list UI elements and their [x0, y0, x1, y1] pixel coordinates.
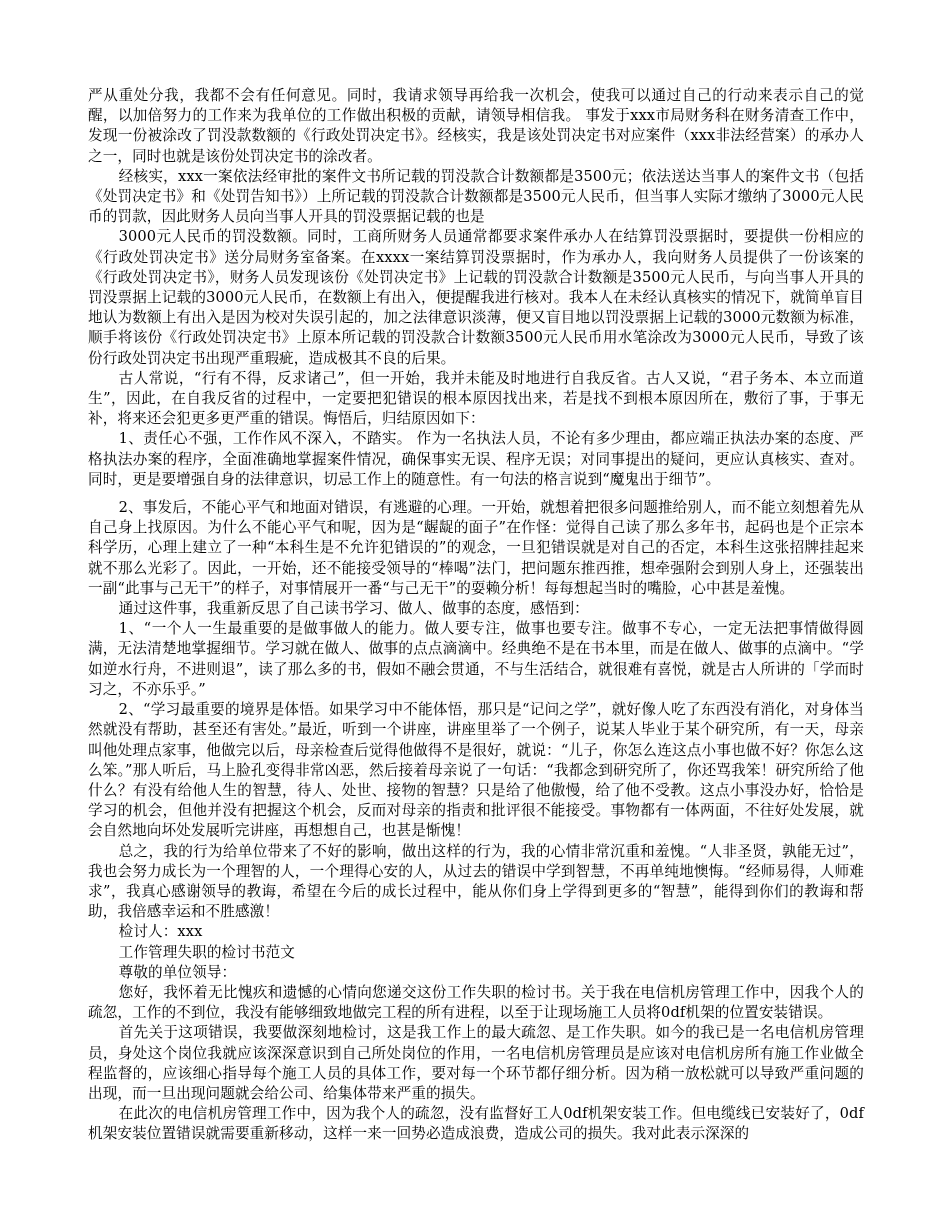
paragraph-4: 古人常说，“行有不得，反求诸己”，但一开始，我并未能及时地进行自我反省。古人又说，“君子务本、本立而道生”，因此，在自我反省的过程中，一定要把犯错误的根本原因找出来，若是找不到根本原因所在，敷衍了事，于事无补，将来还会犯更多更严重的错误。悔悟后，归结原因如下：	[88, 369, 864, 428]
paragraph-15: 首先关于这项错误，我要做深刻地检讨，这是我工作上的最大疏忽、是工作失职。如今的我已是一名电信机房管理员，身处这个岗位我就应该深深意识到自己所处岗位的作用，一名电信机房管理员是应该对电信机房所有施工作业做全程监督的，应该细心指导每个施工人员的具体工作，要对每一个环节都仔细分析。因为稍一放松就可以导致严重问题的出现，而一旦出现问题就会给公司、给集体带来严重的损失。	[88, 1024, 864, 1102]
paragraph-7: 通过这件事，我重新反思了自己读书学习、做人、做事的态度，感悟到：	[118, 600, 589, 618]
paragraph-9: 2、“学习最重要的境界是体悟。如果学习中不能体悟，那只是“记问之学”，就好像人吃了东西没有消化，对身体当然就没有帮助，甚至还有害处。”最近，听到一个讲座，讲座里举了一个例子，说某人毕业于某个研究所，有一天，母亲叫他处理点家事，他做完以后，母亲检查后觉得他做得不是很好，就说：“儿子，你怎么连这点小事也做不好？你怎么这么笨。”那人听后，马上脸孔变得非常凶恶，然后接着母亲说了一句话：“我都念到研究所了，你还骂我笨！研究所给了他什么？有没有给他人生的智慧，待人、处世、接物的智慧？只是给了他傲慢，给了他不受教。这点小事没办好，恰恰是学习的机会，但他并没有把握这个机会，反而对母亲的指责和批评很不能接受。事物都有一体两面，不往好处发展，就会自然地向坏处发展听完讲座，再想想自己，也甚是惭愧！	[88, 701, 864, 840]
section-title: 工作管理失职的检讨书范文	[118, 943, 295, 961]
signature-line: 检讨人：xxx	[118, 923, 203, 941]
paragraph-14: 您好，我怀着无比愧疚和遗憾的心情向您递交这份工作失职的检讨书。关于我在电信机房管理工作中，因我个人的疏忽，工作的不到位，我没有能够细致地做完工程的所有进程，以至于让现场施工人员将0df机架的位置安装错误。	[88, 983, 864, 1022]
paragraph-3: 3000元人民币的罚没数额。同时，工商所财务人员通常都要求案件承办人在结算罚没票据时，要提供一份相应的《行政处罚决定书》送分局财务室备案。在xxxx一案结算罚没票据时，作为承办人，我向财务人员提供了一份该案的《行政处罚决定书》，财务人员发现该份《处罚决定书》上记载的罚没款合计数额是3500元人民币，与向当事人开具的罚没票据上记载的3000元人民币，在数额上有出入，便提醒我进行核对。我本人在未经认真核实的情况下，就简单盲目地认为数额上有出入是因为校对失误引起的，加之法律意识淡薄，便又盲目地以罚没票据上记载的3000元数额为标准，顺手将该份《行政处罚决定书》上原本所记载的罚没款合计数额3500元人民币用水笔涂改为3000元人民币，导致了该份行政处罚决定书出现严重瑕疵，造成极其不良的后果。	[88, 228, 864, 367]
paragraph-5: 1、责任心不强，工作作风不深入，不踏实。 作为一名执法人员，不论有多少理由，都应端正执法办案的态度、严格执法办案的程序，全面准确地掌握案件情况，确保事实无误、程序无误；对同事提出的疑问，更应认真核实、查对。同时，更是要增强自身的法律意识，切忌工作上的随意性。有一句法的格言说到“魔鬼出于细节”。	[88, 430, 864, 488]
salutation: 尊敬的单位领导：	[118, 963, 237, 981]
paragraph-10: 总之，我的行为给单位带来了不好的影响，做出这样的行为，我的心情非常沉重和羞愧。“人非圣贤，孰能无过”，我也会努力成长为一个理智的人，一个理得心安的人，从过去的错误中学到智慧，不再单纯地懊悔。“经师易得，人师难求”，我真心感谢领导的教诲，希望在今后的成长过程中，能从你们身上学得到更多的“智慧”，能得到你们的教诲和帮助，我倍感幸运和不胜感激！	[88, 842, 864, 921]
paragraph-16: 在此次的电信机房管理工作中，因为我个人的疏忽，没有监督好工人0df机架安装工作。但电缆线已安装好了，0df机架安装位置错误就需要重新移动，这样一来一回势必造成浪费，造成公司的损失。我对此表示深深的	[88, 1105, 864, 1143]
document-body	[88, 86, 864, 1145]
paragraph-2: 经核实，xxx一案依法经审批的案件文书所记载的罚没款合计数额都是3500元；依法送达当事人的案件文书（包括《处罚决定书》和《处罚告知书》）上所记载的罚没款合计数额都是3500元人民币，但当事人实际才缴纳了3000元人民币的罚款，因此财务人员向当事人开具的罚没票据记载的也是	[88, 167, 864, 226]
paragraph-1: 严从重处分我，我都不会有任何意见。同时，我请求领导再给我一次机会，使我可以通过自己的行动来表示自己的觉醒，以加倍努力的工作来为我单位的工作做出积极的贡献，请领导相信我。 事发于xxx市局财务科在财务清查工作中，发现一份被涂改了罚没款数额的《行政处罚决定书》。经核实，我是该处罚决定书对应案件（xxx非法经营案）的承办人之一，同时也就是该份处罚决定书的涂改者。	[88, 87, 864, 165]
paragraph-8: 1、“一个人一生最重要的是做事做人的能力。做人要专注，做事也要专注。做事不专心，一定无法把事情做得圆满，无法清楚地掌握细节。学习就在做人、做事的点点滴滴中。经典绝不是在书本里，而是在做人、做事的点滴中。“学如逆水行舟，不进则退”，读了那么多的书，假如不融会贯通，不与生活结合，就很难有喜悦，就是古人所讲的「学而时习之，不亦乐乎。”	[88, 620, 864, 698]
paragraph-6: 2、事发后，不能心平气和地面对错误，有逃避的心理。一开始，就想着把很多问题推给别人，而不能立刻想着先从自己身上找原因。为什么不能心平气和呢，因为是“龌龊的面子”在作怪：觉得自己读了那么多年书，起码也是个正宗本科学历，心理上建立了一种“本科生是不允许犯错误的”的观念，一旦犯错误就是对自己的否定，本科生这张招牌挂起来就不那么光彩了。因此，一开始，还不能接受领导的“棒喝”法门，把问题东推西推，想牵强附会到别人身上，还强装出一副“此事与己无干”的样子，对事情展开一番“与己无干”的耍赖分析！每每想起当时的嘴脸，心中甚是羞愧。	[88, 499, 864, 597]
